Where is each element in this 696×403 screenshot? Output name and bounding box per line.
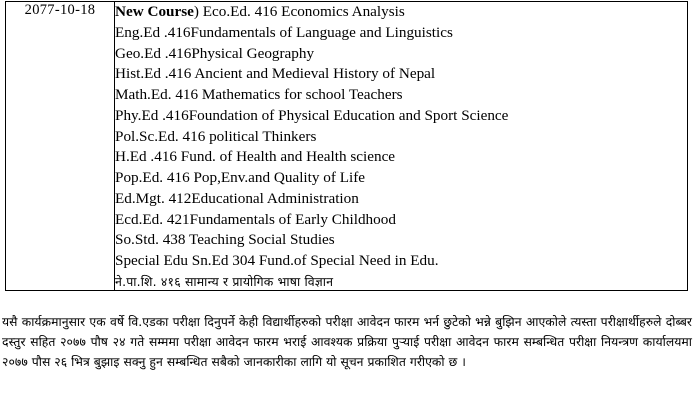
course-item: Pop.Ed. 416 Pop,Env.and Quality of Life xyxy=(115,169,365,186)
notice-paragraph xyxy=(2,313,692,373)
course-item-devanagari: ने.पा.शि. ४१६ सामान्य र प्रायोगिक भाषा विज्ञान xyxy=(115,273,334,289)
course-item: So.Std. 438 Teaching Social Studies xyxy=(115,231,335,249)
course-item: Eng.Ed .416Fundamentals of Language and Linguistics xyxy=(115,23,453,41)
exam-date-cell: 2077-10-18 xyxy=(6,2,115,291)
course-item: Geo.Ed .416Physical Geography xyxy=(115,44,315,62)
course-item: Hist.Ed .416 Ancient and Medieval History of Nepal xyxy=(115,65,436,83)
course-text: ) Eco.Ed. 416 Economics Analysis xyxy=(193,3,405,20)
course-item: Ecd.Ed. 421Fundamentals of Early Childhood xyxy=(115,210,396,228)
notice-text: यसै कार्यक्रमानुसार एक वर्षे वि.एडका परीक्षा दिनुपर्ने केही विद्यार्थीहरुको परीक्षा आवेदन फारम भर्न छुटेको भन्ने बुझिन आएकोले त्यस्ता परीक्षार्थीहरुले दोब्बर दस्तुर सहित २०७७ पौष २४ गते सम्ममा परीक्षा आवेदन फारम भराई आवश्यक प्रक्रिया पुऱ्याई परीक्षा आवेदन फारम सम्बन्धित परीक्षा नियन्त्रण कार्यालयमा २०७७ पौस २६ भित्र बुझाइ सक्नु हुन सम्बन्धित सबैको जानकारीका लागि यो सूचन प्रकाशित गरीएको छ । xyxy=(2,315,692,370)
course-item: Pol.Sc.Ed. 416 political Thinkers xyxy=(115,127,317,145)
new-course-label: New Course xyxy=(115,3,194,20)
course-item xyxy=(115,2,687,23)
course-item: Phy.Ed .416Foundation of Physical Education and Sport Science xyxy=(115,106,509,124)
document-page xyxy=(0,1,696,403)
table-row xyxy=(6,2,688,291)
course-item: Ed.Mgt. 412Educational Administration xyxy=(115,189,359,207)
exam-schedule-table xyxy=(5,1,688,291)
course-list-cell xyxy=(115,2,688,291)
course-item: Special Edu Sn.Ed 304 Fund.of Special Need in Edu. xyxy=(115,252,439,269)
course-item: H.Ed .416 Fund. of Health and Health science xyxy=(115,148,396,166)
course-item: Math.Ed. 416 Mathematics for school Teachers xyxy=(115,86,403,103)
